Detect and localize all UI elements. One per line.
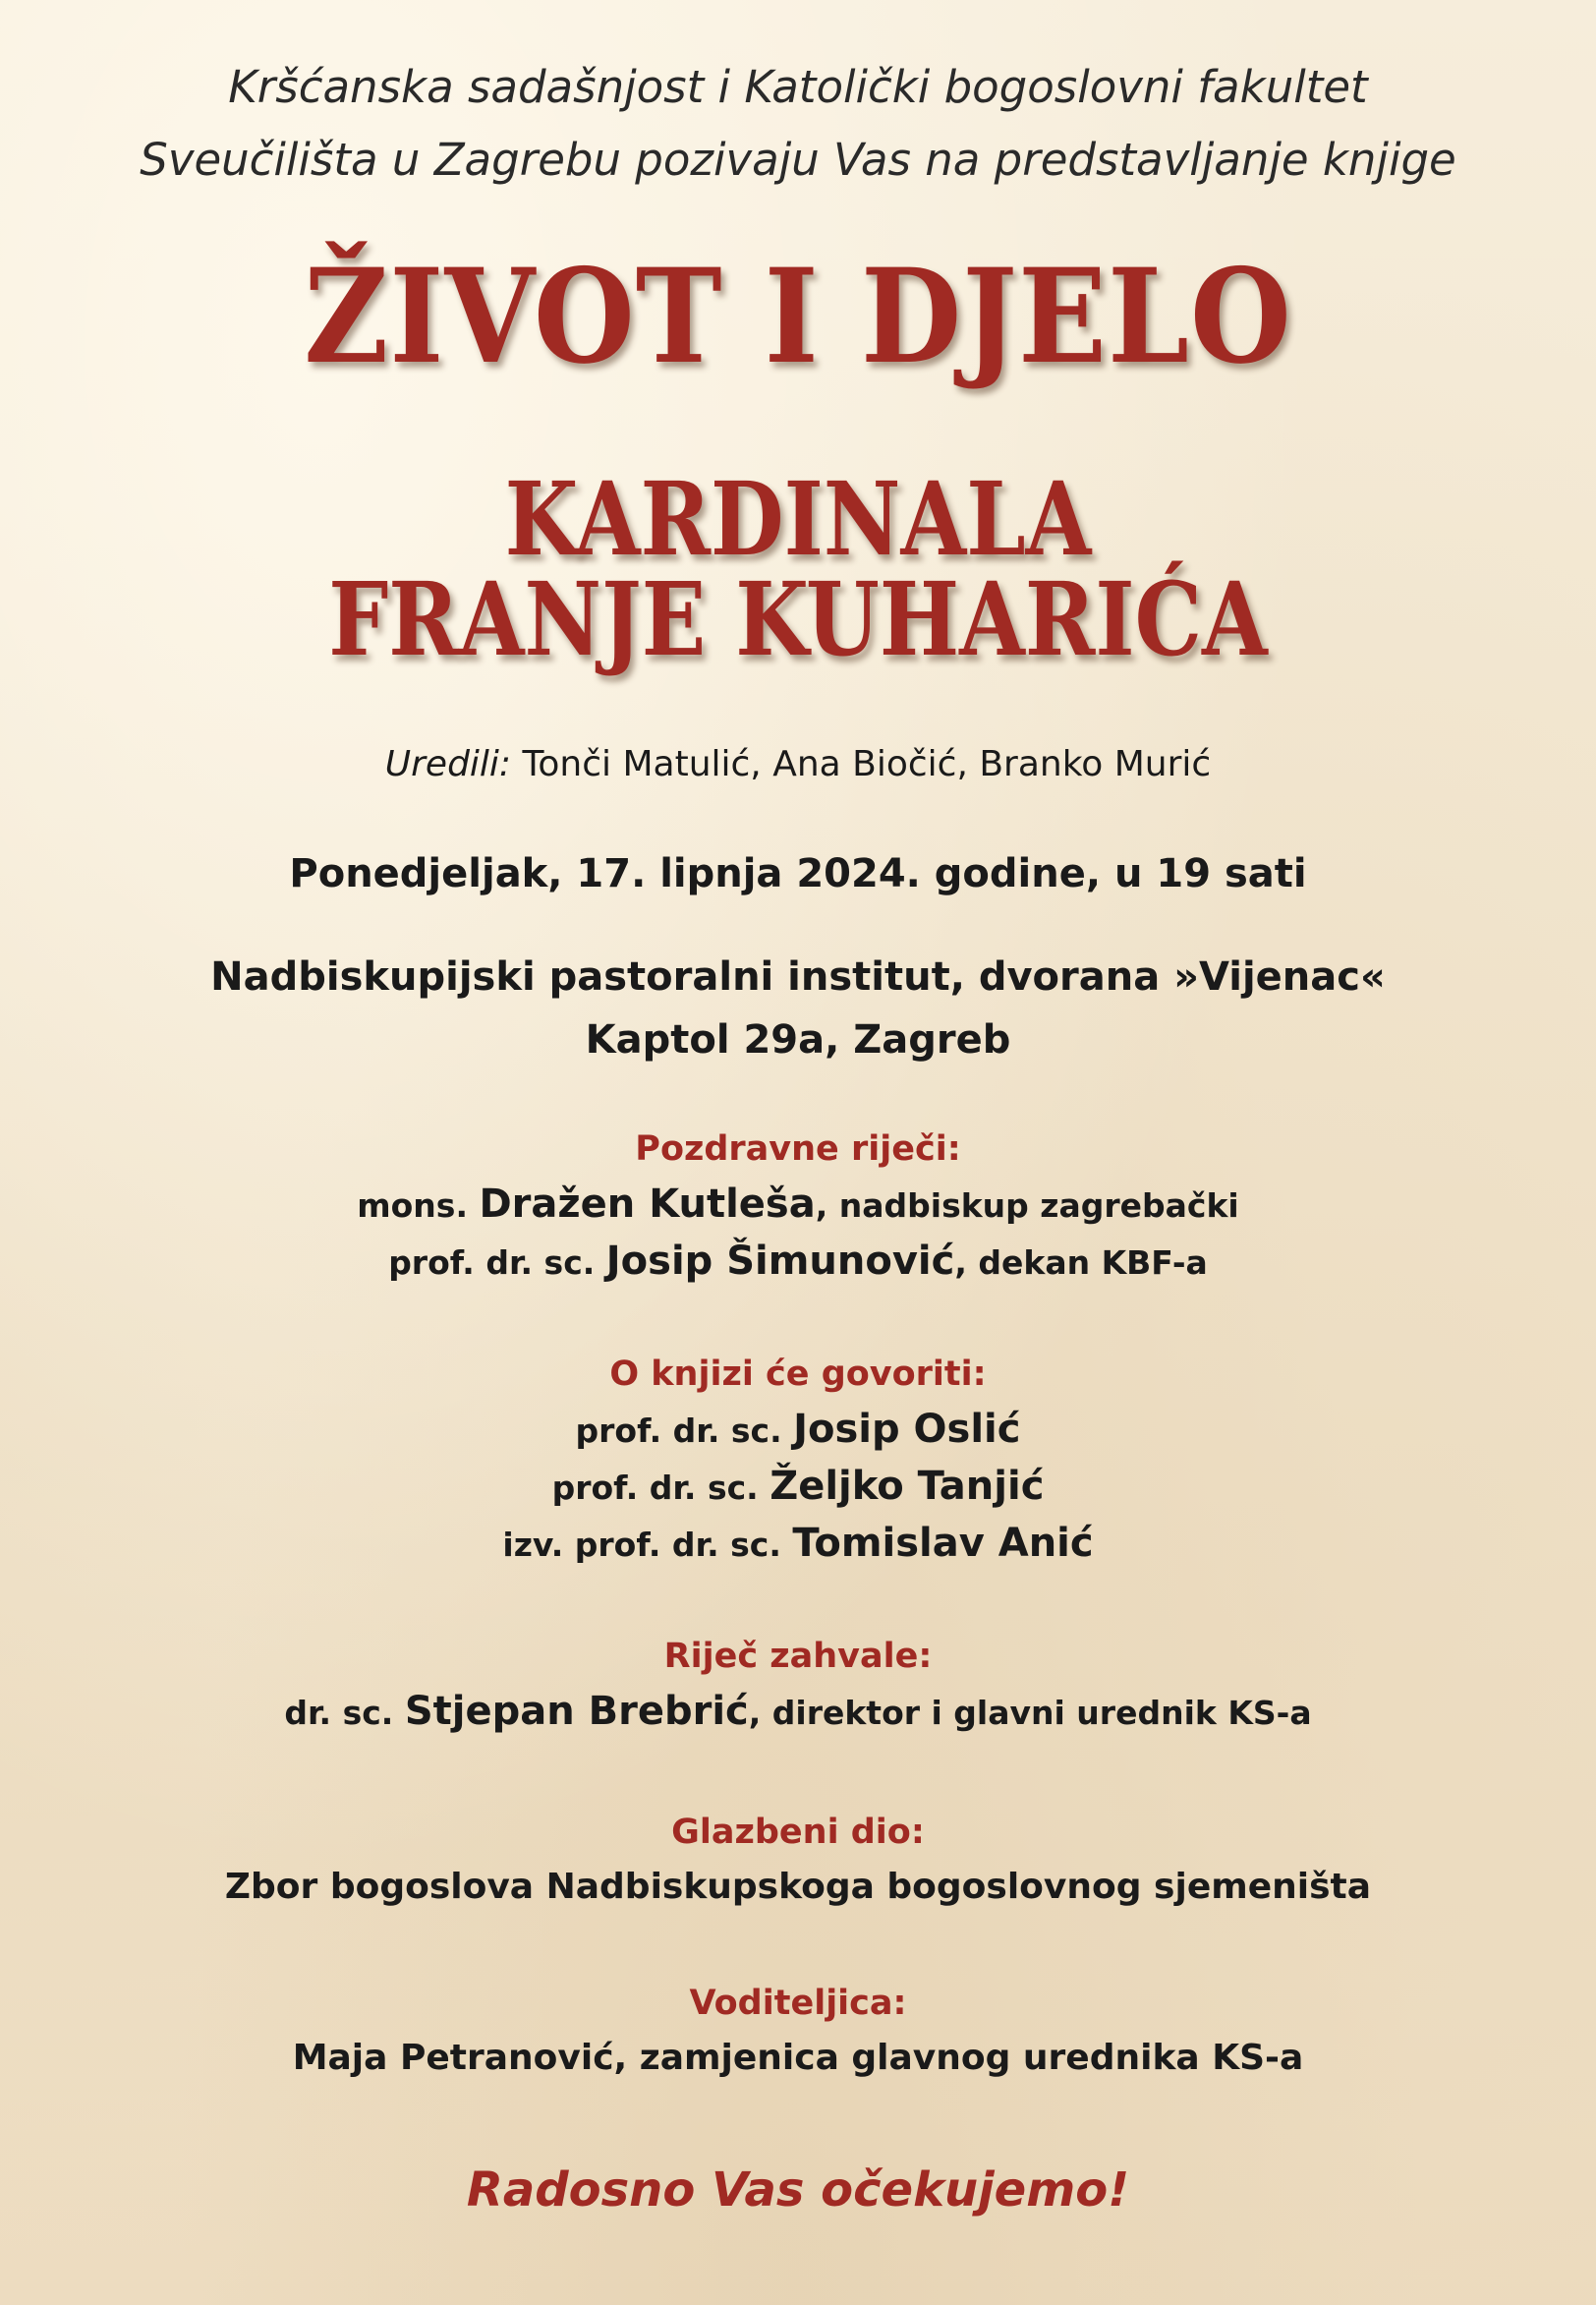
person-name: Stjepan Brebrić [404, 1689, 749, 1734]
venue-line-2: Kaptol 29a, Zagreb [585, 1017, 1011, 1063]
intro-text [0, 51, 1596, 197]
intro-line-2: Sveučilišta u Zagrebu pozivaju Vas na predstavljanje knjige [140, 134, 1456, 186]
speakers-heading: O knjizi će govoriti: [609, 1354, 987, 1394]
thanks-person [0, 1684, 1596, 1741]
editors-label: Uredili: [384, 744, 512, 784]
music-text: Zbor bogoslova Nadbiskupskoga bogoslovnog sjemeništa [224, 1867, 1372, 1907]
speaker-person [0, 1402, 1596, 1459]
book-title-line-3: FRANJE KUHARIĆA [328, 559, 1268, 680]
editors-line [0, 744, 1596, 784]
person-name: Dražen Kutleša [479, 1181, 816, 1227]
event-venue [0, 946, 1596, 1071]
person-prefix: prof. dr. sc. [388, 1243, 606, 1282]
music-section [0, 1805, 1596, 1915]
person-role: , dekan KBF-a [954, 1243, 1208, 1282]
thanks-section [0, 1629, 1596, 1741]
person-role: , nadbiskup zagrebački [815, 1186, 1239, 1225]
greetings-person [0, 1234, 1596, 1291]
person-prefix: prof. dr. sc. [575, 1412, 794, 1450]
person-prefix: mons. [357, 1186, 480, 1225]
host-section [0, 1976, 1596, 2086]
thanks-heading: Riječ zahvale: [663, 1637, 933, 1676]
person-prefix: izv. prof. dr. sc. [502, 1526, 793, 1564]
host-text: Maja Petranović, zamjenica glavnog urednika KS-a [292, 2038, 1304, 2078]
person-prefix: prof. dr. sc. [551, 1469, 770, 1507]
intro-line-1: Kršćanska sadašnjost i Katolički bogoslovni fakultet [228, 61, 1368, 113]
person-role: , direktor i glavni urednik KS-a [748, 1694, 1312, 1732]
closing-message: Radosno Vas očekujemo! [466, 2162, 1130, 2218]
speakers-section [0, 1347, 1596, 1573]
book-title-line-2: KARDINALA [504, 459, 1092, 580]
greetings-section [0, 1122, 1596, 1291]
person-prefix: dr. sc. [284, 1694, 405, 1732]
host-heading: Voditeljica: [689, 1984, 907, 2023]
greetings-person [0, 1177, 1596, 1234]
venue-line-1: Nadbiskupijski pastoralni institut, dvorana »Vijenac« [210, 954, 1386, 1000]
speaker-person [0, 1459, 1596, 1516]
book-title-line-1: ŽIVOT I DJELO [304, 239, 1292, 393]
person-name: Željko Tanjić [770, 1464, 1045, 1509]
person-name: Josip Oslić [793, 1407, 1021, 1452]
speaker-person [0, 1516, 1596, 1573]
person-name: Tomislav Anić [792, 1521, 1094, 1566]
music-heading: Glazbeni dio: [671, 1813, 925, 1852]
event-date: Ponedjeljak, 17. lipnja 2024. godine, u 19 sati [289, 851, 1307, 896]
editors-names: Tonči Matulić, Ana Biočić, Branko Murić [511, 744, 1212, 784]
person-name: Josip Šimunović [605, 1239, 955, 1284]
greetings-heading: Pozdravne riječi: [635, 1129, 961, 1169]
